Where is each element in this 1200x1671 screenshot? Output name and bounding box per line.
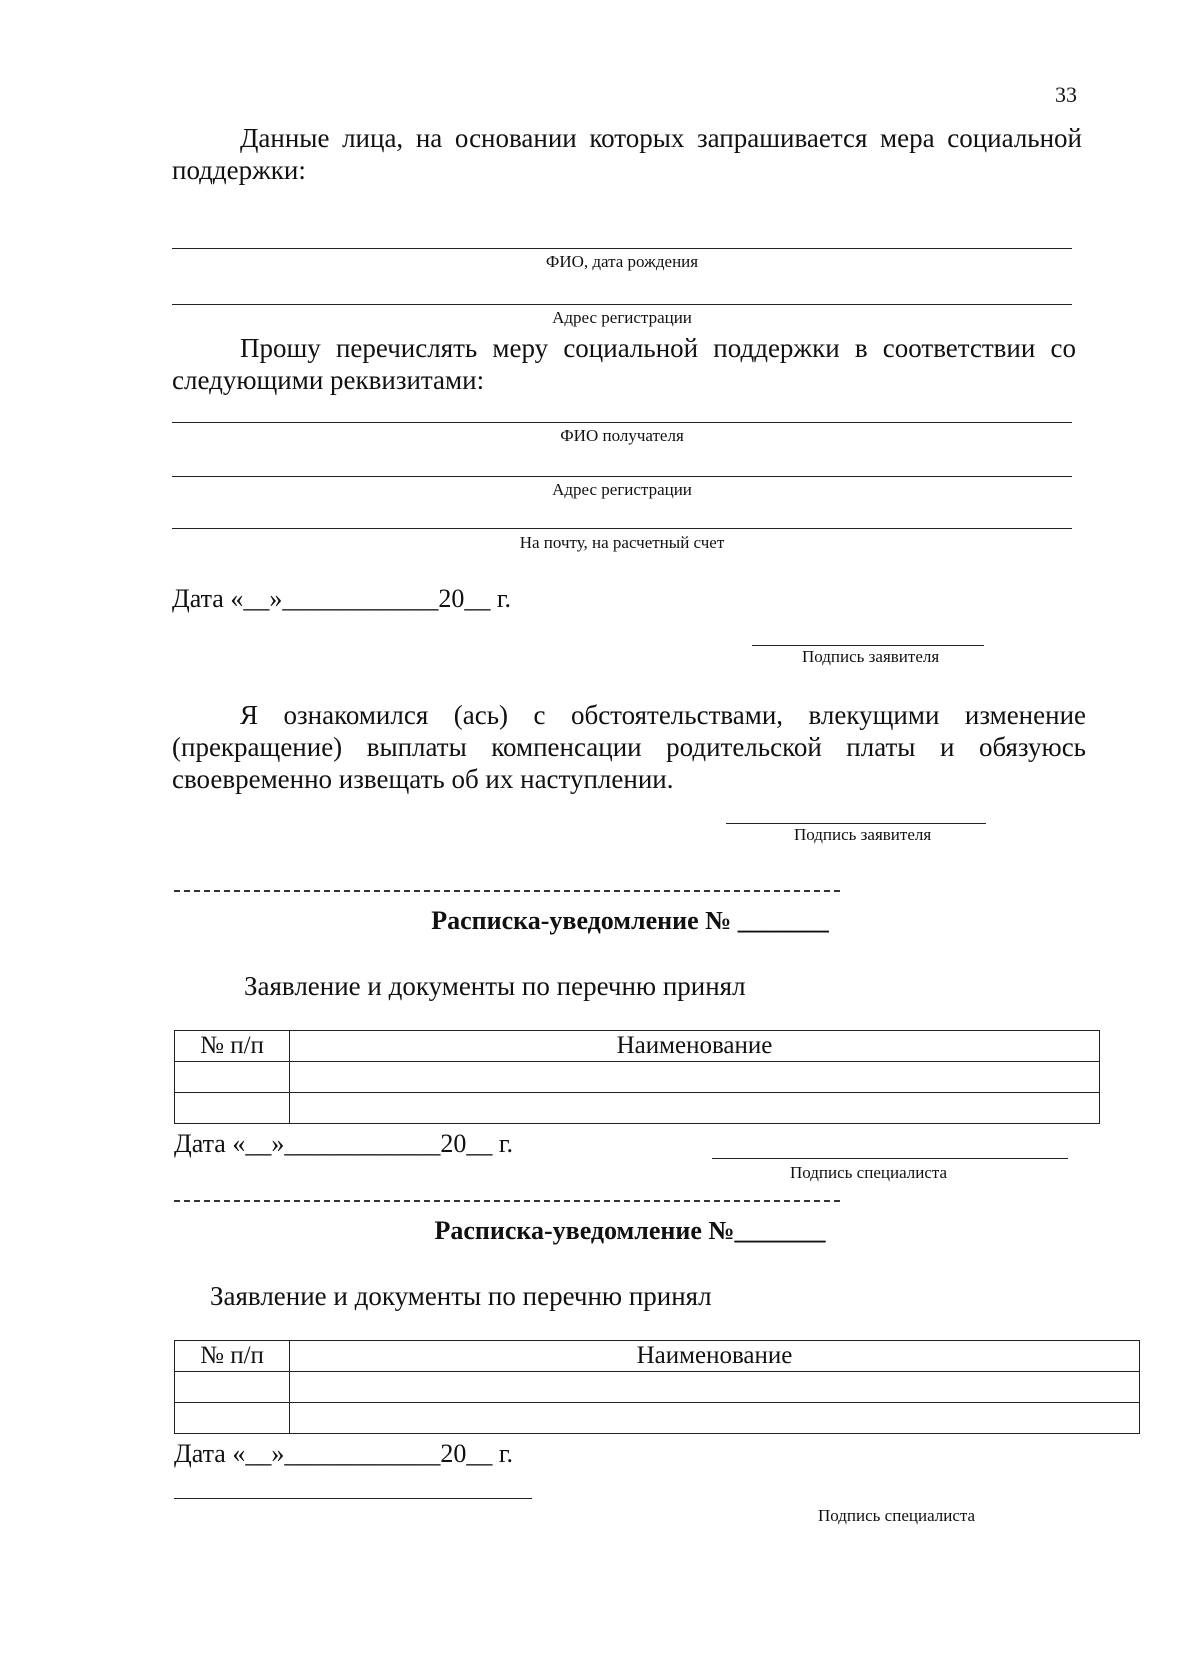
table-cell-number[interactable]: [175, 1062, 290, 1093]
table-cell-name[interactable]: [290, 1062, 1100, 1093]
recipient-address-caption: Адрес регистрации: [552, 480, 692, 499]
fio-dob-caption: ФИО, дата рождения: [545, 252, 699, 271]
ack-line-1: Я ознакомился (ась) с обстоятельствами, влекущими изменение: [240, 700, 1086, 730]
table-cell-number[interactable]: [175, 1403, 290, 1434]
ack-line-3: своевременно извещать об их наступлении.: [172, 764, 674, 794]
column-header-number: № п/п: [175, 1031, 290, 1062]
receipt-2-table: [174, 1340, 1140, 1434]
receipt-1-accepted-text: Заявление и документы по перечню принял: [244, 971, 746, 1001]
table-row[interactable]: [175, 1372, 1140, 1403]
address-caption: Адрес регистрации: [552, 308, 692, 327]
table-cell-name[interactable]: [290, 1403, 1140, 1434]
intro-line-2: поддержки:: [172, 155, 306, 185]
ack-line-2: (прекращение) выплаты компенсации родительской платы и обязуюсь: [172, 732, 1086, 762]
page-number: 33: [1055, 82, 1077, 107]
signature-line-applicant-1[interactable]: [752, 645, 984, 646]
cut-line-2: [174, 1200, 840, 1202]
table-header-row: [175, 1031, 1100, 1062]
table-row[interactable]: [175, 1403, 1140, 1434]
signature-caption-specialist-2: Подпись специалиста: [818, 1506, 976, 1525]
date-field-applicant[interactable]: Дата «__»____________20__ г.: [172, 584, 512, 613]
receipt-1-title: Расписка-уведомление № _______: [431, 906, 829, 935]
receipt-1-table: [174, 1030, 1100, 1124]
recipient-field-line[interactable]: [172, 422, 1072, 423]
payment-caption: На почту, на расчетный счет: [519, 533, 725, 552]
signature-caption-applicant-1: Подпись заявителя: [802, 647, 940, 666]
date-field-specialist-1[interactable]: Дата «__»____________20__ г.: [174, 1129, 514, 1158]
cut-line-1: [174, 890, 840, 892]
table-header-row: [175, 1341, 1140, 1372]
column-header-number: № п/п: [175, 1341, 290, 1372]
receipt-2-accepted-text: Заявление и документы по перечню принял: [210, 1281, 712, 1311]
table-cell-name[interactable]: [290, 1093, 1100, 1124]
signature-line-specialist-1[interactable]: [712, 1158, 1068, 1159]
table-row[interactable]: [175, 1093, 1100, 1124]
recipient-address-field-line[interactable]: [172, 476, 1072, 477]
table-row[interactable]: [175, 1062, 1100, 1093]
signature-caption-specialist-1: Подпись специалиста: [790, 1163, 948, 1182]
table-cell-number[interactable]: [175, 1093, 290, 1124]
address-field-line[interactable]: [172, 304, 1072, 305]
column-header-name: Наименование: [290, 1031, 1100, 1062]
column-header-name: Наименование: [290, 1341, 1140, 1372]
intro-line-1: Данные лица, на основании которых запрашивается мера социальной: [240, 123, 1082, 153]
signature-line-specialist-2[interactable]: [174, 1498, 532, 1499]
request-line-1: Прошу перечислять меру социальной поддержки в соответствии со: [240, 333, 1076, 363]
signature-line-applicant-2[interactable]: [726, 823, 986, 824]
recipient-caption: ФИО получателя: [560, 426, 684, 445]
signature-caption-applicant-2: Подпись заявителя: [794, 825, 932, 844]
payment-field-line[interactable]: [172, 528, 1072, 529]
date-field-specialist-2[interactable]: Дата «__»____________20__ г.: [174, 1439, 514, 1468]
receipt-2-title: Расписка-уведомление №_______: [434, 1216, 826, 1245]
table-cell-number[interactable]: [175, 1372, 290, 1403]
fio-dob-field-line[interactable]: [172, 248, 1072, 249]
request-line-2: следующими реквизитами:: [172, 365, 485, 395]
table-cell-name[interactable]: [290, 1372, 1140, 1403]
